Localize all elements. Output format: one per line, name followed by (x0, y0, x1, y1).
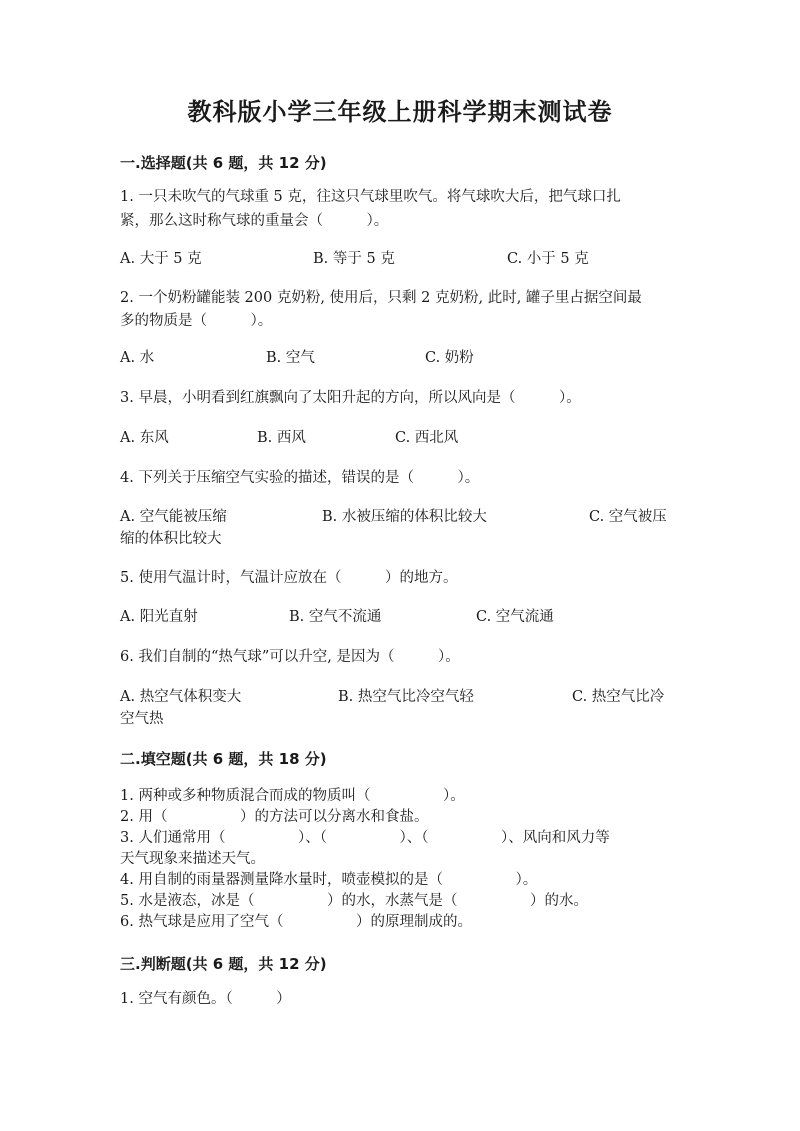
question-5-option-a: A. 阳光直射 (120, 609, 198, 625)
fill-line-4: 4. 用自制的雨量器测量降水量时，喷壶模拟的是（ ）。 (120, 872, 538, 888)
fill-line-2: 2. 用（ ）的方法可以分离水和食盐。 (120, 809, 429, 825)
question-1-option-b: B. 等于 5 克 (313, 251, 395, 267)
fill-line-5: 5. 水是液态，冰是（ ）的水，水蒸气是（ ）的水。 (120, 893, 588, 909)
fill-line-6: 6. 热气球是应用了空气（ ）的原理制成的。 (120, 914, 472, 930)
question-6-option-b: B. 热空气比冷空气轻 (338, 689, 474, 705)
question-5-option-c: C. 空气流通 (476, 609, 554, 625)
question-6-option-c-cont: 空气热 (120, 711, 164, 727)
question-3-line-1: 3. 早晨，小明看到红旗飘向了太阳升起的方向，所以风向是（ ）。 (120, 390, 581, 406)
exam-title: 教科版小学三年级上册科学期末测试卷 (187, 98, 613, 126)
question-2-option-a: A. 水 (120, 350, 155, 366)
question-2-line-2: 多的物质是（ ）。 (120, 313, 273, 329)
question-5-line-1: 5. 使用气温计时，气温计应放在（ ）的地方。 (120, 570, 458, 586)
question-6-line-1: 6. 我们自制的“热气球”可以升空, 是因为（ ）。 (120, 649, 460, 665)
question-5-option-b: B. 空气不流通 (289, 609, 382, 625)
question-6-option-a: A. 热空气体积变大 (120, 689, 242, 705)
judge-line-1: 1. 空气有颜色。（ ） (120, 991, 291, 1007)
question-3-option-b: B. 西风 (257, 430, 306, 446)
section-heading-judge: 三.判断题(共 6 题，共 12 分) (120, 955, 327, 973)
section-heading-fill: 二.填空题(共 6 题，共 18 分) (120, 750, 327, 768)
question-1-option-a: A. 大于 5 克 (120, 251, 202, 267)
question-4-option-a: A. 空气能被压缩 (120, 509, 227, 525)
question-1-line-1: 1. 一只未吹气的气球重 5 克，往这只气球里吹气。将气球吹大后，把气球口扎 (120, 189, 621, 205)
fill-line-3-cont: 天气现象来描述天气。 (120, 851, 265, 867)
fill-line-1: 1. 两种或多种物质混合而成的物质叫（ ）。 (120, 788, 465, 804)
question-2-option-b: B. 空气 (266, 350, 315, 366)
question-1-option-c: C. 小于 5 克 (507, 251, 589, 267)
question-3-option-a: A. 东风 (120, 430, 169, 446)
question-6-option-c: C. 热空气比冷 (572, 689, 665, 705)
question-4-option-b: B. 水被压缩的体积比较大 (322, 509, 487, 525)
question-2-option-c: C. 奶粉 (425, 350, 474, 366)
question-4-line-1: 4. 下列关于压缩空气实验的描述，错误的是（ ）。 (120, 470, 480, 486)
question-4-option-c-cont: 缩的体积比较大 (120, 531, 222, 547)
question-4-option-c: C. 空气被压 (589, 509, 667, 525)
question-3-option-c: C. 西北风 (395, 430, 459, 446)
section-heading-choice: 一.选择题(共 6 题，共 12 分) (120, 154, 327, 172)
question-2-line-1: 2. 一个奶粉罐能装 200 克奶粉, 使用后，只剩 2 克奶粉, 此时, 罐子里占据空间最 (120, 290, 642, 306)
fill-line-3: 3. 人们通常用（ ）、（ ）、（ ）、风向和风力等 (120, 830, 610, 846)
question-1-line-2: 紧，那么这时称气球的重量会（ ）。 (120, 213, 389, 229)
